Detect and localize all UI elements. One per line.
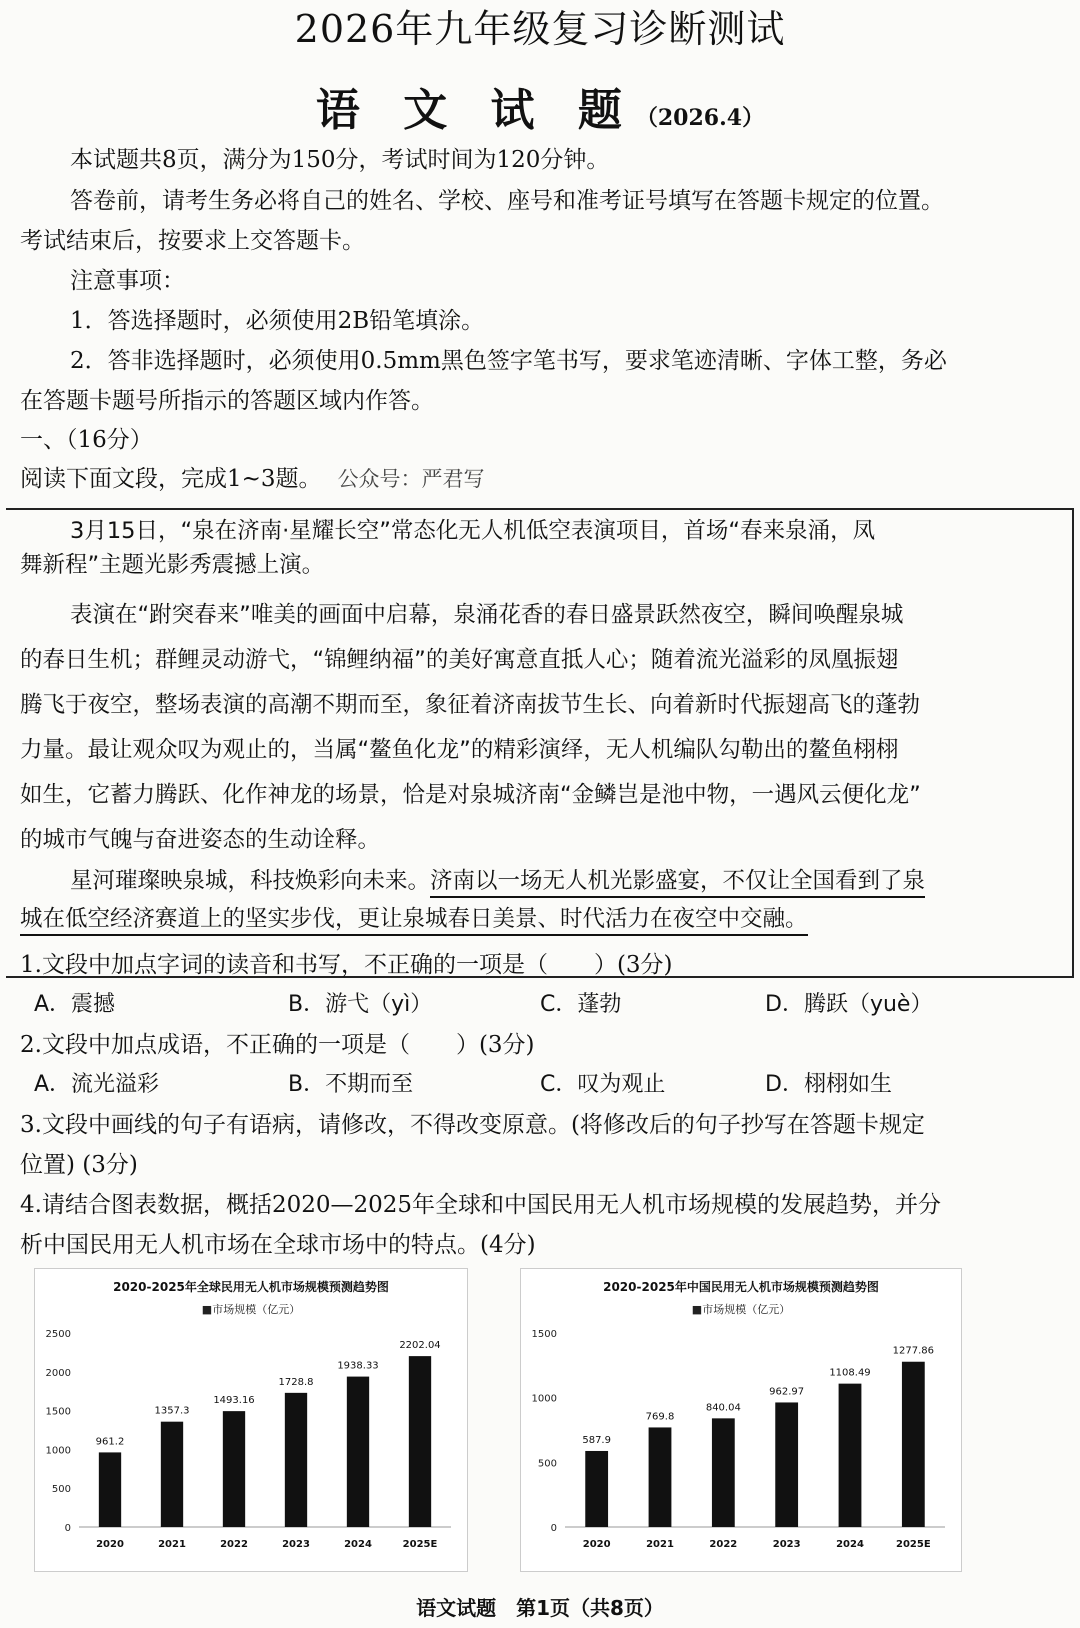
chart-title: 2020-2025年全球民用无人机市场规模预测趋势图 [113, 1280, 389, 1294]
x-tick-label: 2025E [895, 1539, 931, 1550]
data-label-2021: 769.8 [645, 1411, 675, 1423]
data-label-2025E: 1277.86 [892, 1345, 935, 1357]
page-footer: 语文试题 第1页（共8页） [416, 1596, 664, 1620]
data-label-2022: 1493.16 [213, 1395, 255, 1407]
subject-title [0, 84, 1080, 145]
y-tick-label: 2500 [45, 1329, 71, 1340]
data-label-2020: 587.9 [582, 1434, 611, 1446]
intro-line-4: 注意事项： [70, 268, 185, 294]
passage-p1a: 3月15日，“泉在济南·星耀长空”常态化无人机低空表演项目，首场“春来泉涌，凤 [70, 518, 876, 544]
x-tick-label: 2020 [96, 1539, 124, 1550]
exam-title: 2026年九年级复习诊断测试 [294, 7, 786, 51]
data-label-2023: 1728.8 [278, 1376, 314, 1388]
x-tick-label: 2024 [344, 1539, 372, 1550]
underlined-sentence-part1: 济南以一场无人机光影盛宴，不仅让全国看到了泉 [430, 868, 925, 898]
passage-p1b: 舞新程”主题光影秀震撼上演。 [20, 552, 325, 578]
y-tick-label: 500 [51, 1484, 71, 1496]
passage-p2f: 的城市气魄与奋进姿态的生动诠释。 [20, 827, 381, 853]
bar-2020 [99, 1452, 121, 1527]
bar-2025E [902, 1362, 925, 1527]
x-tick-label: 2022 [709, 1539, 738, 1550]
exam-date: （2026.4） [635, 105, 765, 131]
x-tick-label: 2025E [402, 1539, 438, 1550]
q2-option-a: A．流光溢彩 [34, 1072, 160, 1097]
passage-p3a [70, 866, 925, 896]
china-market-chart [520, 1268, 962, 1572]
y-tick-label: 0 [550, 1523, 557, 1534]
bar-2021 [649, 1427, 672, 1527]
y-tick-label: 1000 [45, 1445, 71, 1457]
intro-line-2: 答卷前，请考生务必将自己的姓名、学校、座号和准考证号填写在答题卡规定的位置。 [70, 188, 944, 214]
underlined-sentence-part2: 城在低空经济赛道上的坚实步伐，更让泉城春日美景、时代活力在夜空中交融。 [20, 906, 808, 936]
china-chart-svg [521, 1269, 961, 1571]
data-label-2020: 961.2 [95, 1436, 125, 1448]
q1-option-b: B．游弋（yì） [288, 992, 433, 1017]
intro-line-7: 在答题卡题号所指示的答题区域内作答。 [20, 388, 434, 414]
x-tick-label: 2020 [582, 1539, 611, 1550]
intro-line-1: 本试题共8页，满分为150分，考试时间为120分钟。 [70, 147, 610, 173]
intro-line-6: 2．答非选择题时，必须使用0.5mm黑色签字笔书写，要求笔迹清晰、字体工整，务必 [70, 348, 947, 374]
section-heading: 一、（16分） [20, 427, 153, 453]
bar-2020 [585, 1451, 608, 1527]
watermark-note: 公众号：严君写 [337, 467, 485, 491]
q2-option-c: C．叹为观止 [540, 1072, 666, 1097]
global-market-chart [34, 1268, 468, 1572]
bar-2023 [285, 1393, 307, 1527]
data-label-2022: 840.04 [705, 1402, 741, 1414]
data-label-2025E: 2202.04 [399, 1340, 441, 1352]
intro-line-5: 1．答选择题时，必须使用2B铅笔填涂。 [70, 308, 485, 334]
q2-option-b: B．不期而至 [288, 1072, 414, 1097]
question-1: 1.文段中加点字词的读音和书写，不正确的一项是（ ）(3分) [20, 952, 673, 978]
y-tick-label: 1000 [531, 1393, 557, 1405]
y-tick-label: 1500 [45, 1406, 71, 1418]
bar-2025E [409, 1356, 431, 1527]
passage-p2b: 的春日生机；群鲤灵动游弋，“锦鲤纳福”的美好寓意直抵人心；随着流光溢彩的凤凰振翅 [20, 647, 899, 673]
bar-2021 [161, 1422, 183, 1527]
question-4-line-1: 4.请结合图表数据，概括2020—2025年全球和中国民用无人机市场规模的发展趋势，并分 [20, 1192, 942, 1218]
passage-p2e: 如生，它蓄力腾跃、化作神龙的场景，恰是对泉城济南“金鳞岂是池中物，一遇风云便化龙” [20, 782, 921, 808]
instruction-text: 阅读下面文段，完成1~3题。 [20, 466, 322, 492]
q1-option-d: D．腾跃（yuè） [765, 992, 933, 1017]
x-tick-label: 2023 [282, 1539, 310, 1550]
y-tick-label: 500 [537, 1458, 557, 1470]
subject-name: 语 文 试 题 [315, 85, 636, 136]
x-tick-label: 2021 [158, 1539, 186, 1550]
section-instruction [20, 464, 485, 494]
q1-option-c: C．蓬勃 [540, 992, 622, 1017]
question-3-line-1: 3.文段中画线的句子有语病，请修改，不得改变原意。(将修改后的句子抄写在答题卡规定 [20, 1112, 925, 1138]
intro-line-3: 考试结束后，按要求上交答题卡。 [20, 228, 365, 254]
global-chart-svg [35, 1269, 467, 1571]
x-tick-label: 2023 [772, 1539, 801, 1550]
question-3-line-2: 位置) (3分) [20, 1152, 138, 1178]
bar-2022 [712, 1418, 735, 1527]
data-label-2021: 1357.3 [154, 1405, 190, 1417]
passage-p2a: 表演在“跗突春来”唯美的画面中启幕，泉涌花香的春日盛景跃然夜空，瞬间唤醒泉城 [70, 602, 904, 628]
q2-option-d: D．栩栩如生 [765, 1072, 892, 1097]
passage-p3b [20, 904, 808, 934]
data-label-2023: 962.97 [769, 1386, 805, 1398]
data-label-2024: 1938.33 [337, 1360, 379, 1372]
bar-2024 [347, 1377, 369, 1527]
y-tick-label: 2000 [45, 1367, 71, 1379]
bar-2024 [839, 1384, 862, 1527]
x-tick-label: 2021 [646, 1539, 674, 1550]
q1-option-a: A．震撼 [34, 992, 116, 1017]
y-tick-label: 0 [64, 1523, 71, 1534]
question-2: 2.文段中加点成语，不正确的一项是（ ）(3分) [20, 1032, 535, 1058]
passage-p3a-plain: 星河璀璨映泉城，科技焕彩向未来。 [70, 868, 431, 894]
data-label-2024: 1108.49 [829, 1367, 871, 1379]
passage-p2c: 腾飞于夜空，整场表演的高潮不期而至，象征着济南拔节生长、向着新时代振翅高飞的蓬勃 [20, 692, 921, 718]
passage-p2d: 力量。最让观众叹为观止的，当属“鳌鱼化龙”的精彩演绎，无人机编队勾勒出的鳌鱼栩栩 [20, 737, 899, 763]
x-tick-label: 2024 [836, 1539, 864, 1550]
chart-legend: ■市场规模（亿元） [691, 1303, 791, 1316]
x-tick-label: 2022 [220, 1539, 248, 1550]
y-tick-label: 1500 [531, 1329, 557, 1340]
bar-2023 [775, 1402, 798, 1527]
bar-2022 [223, 1411, 245, 1527]
question-4-line-2: 析中国民用无人机市场在全球市场中的特点。(4分) [20, 1232, 536, 1258]
chart-title: 2020-2025年中国民用无人机市场规模预测趋势图 [603, 1280, 879, 1294]
chart-legend: ■市场规模（亿元） [201, 1303, 301, 1316]
